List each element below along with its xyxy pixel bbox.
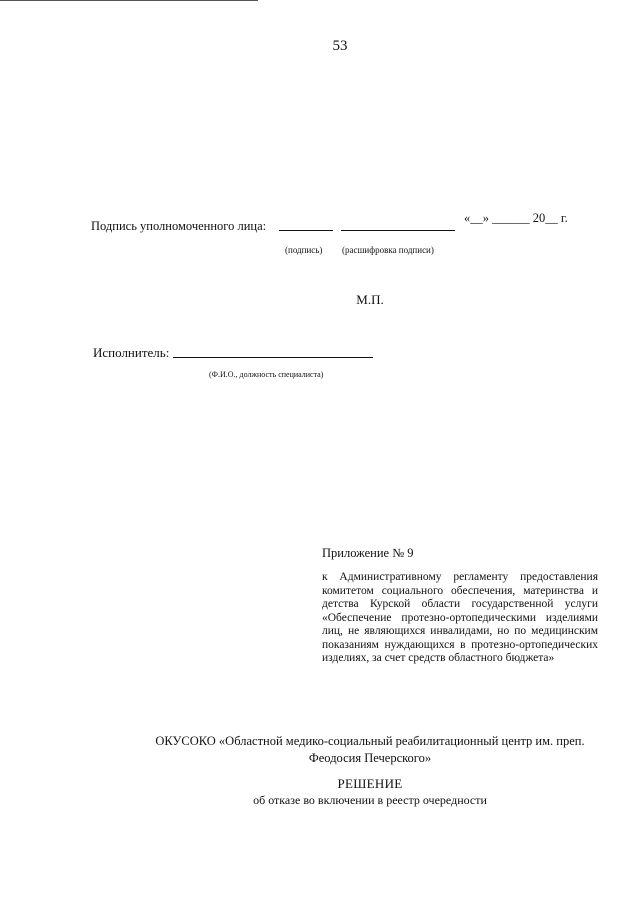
signature-caption: (подпись): [285, 245, 323, 255]
signature-decoding-line: [341, 230, 455, 231]
executor-line: [173, 357, 373, 358]
signature-label: Подпись уполномоченного лица:: [91, 219, 267, 233]
stamp-place: М.П.: [356, 292, 384, 307]
appendix-body: к Административному регламенту предоставления комитетом социального обеспечения, материнства и детства Курской области государственной услуги «Обеспечение протезно-ортопедическими изделиями лиц, не являющихся инвалидами, но по медицинским показаниям нуждающихся в протезно-ортопедических изделиях, за счет средств областного бюджета»: [322, 571, 598, 664]
appendix-title: Приложение № 9: [322, 546, 414, 560]
top-rule: [0, 0, 258, 1]
organization-line-1: ОКУСОКО «Областной медико-социальный реабилитационный центр им. преп.: [155, 734, 585, 748]
signature-line: [279, 230, 333, 231]
decision-subtitle: об отказе во включении в реестр очередности: [253, 793, 487, 807]
organization-name: [140, 733, 600, 767]
signature-decoding-caption: (расшифровка подписи): [342, 245, 434, 255]
signature-date: «__» ______ 20__ г.: [464, 211, 568, 225]
decision-title: РЕШЕНИЕ: [337, 776, 403, 791]
executor-label: Исполнитель:: [93, 345, 170, 360]
organization-line-2: Феодосия Печерского»: [308, 751, 432, 765]
executor-caption: (Ф.И.О., должность специалиста): [209, 370, 324, 379]
page-number: 53: [332, 38, 348, 54]
